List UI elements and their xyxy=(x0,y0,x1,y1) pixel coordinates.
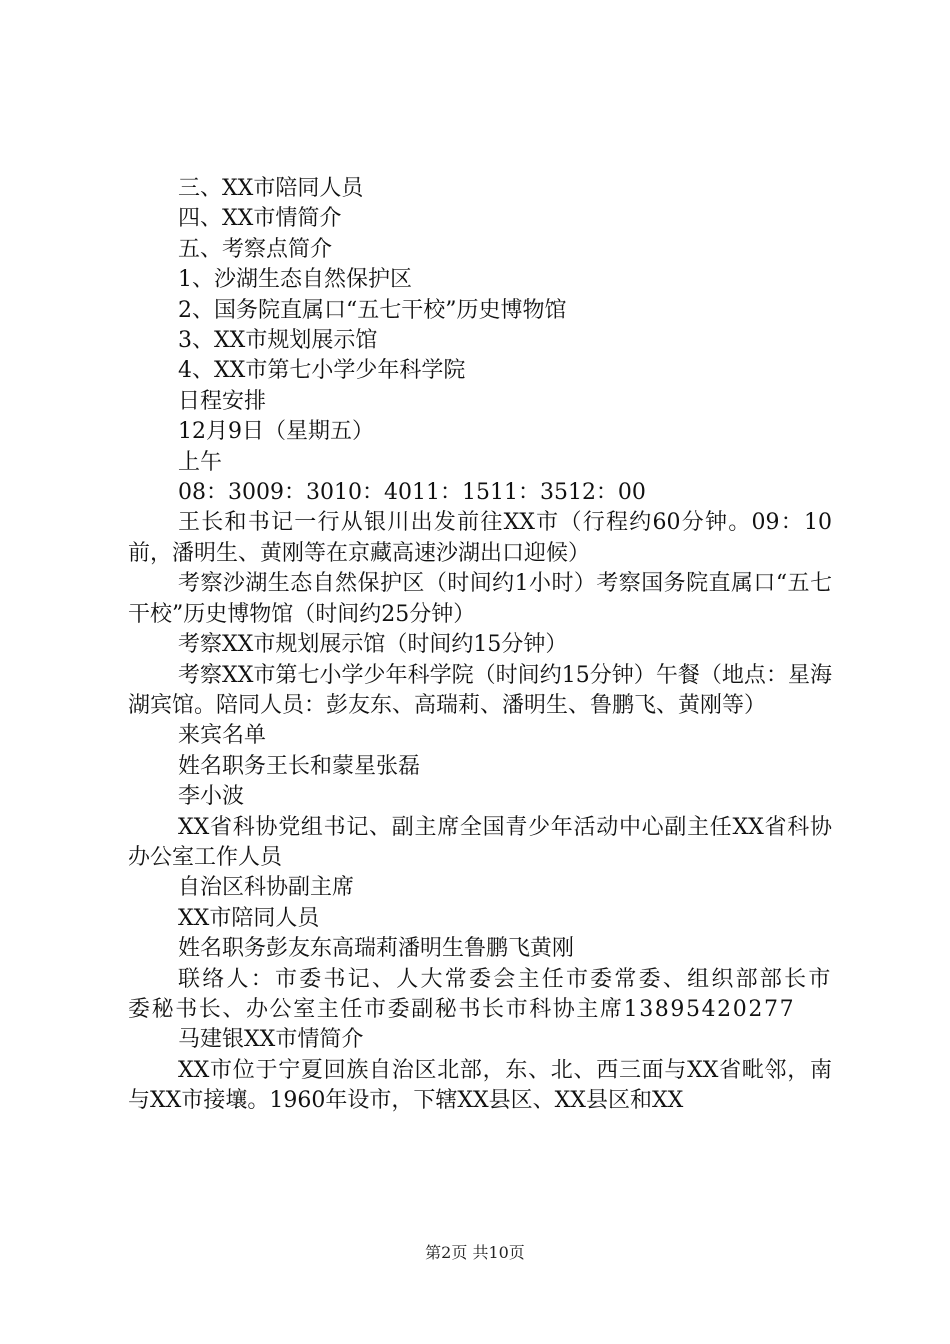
paragraph: 考察XX市规划展示馆（时间约15分钟） xyxy=(178,632,568,658)
section-heading: 日程安排 xyxy=(178,388,267,414)
text-line: 四、XX市情简介 xyxy=(178,206,342,232)
text-line: 李小波 xyxy=(178,784,245,810)
text-line: 1、沙湖生态自然保护区 xyxy=(178,267,412,293)
text-line: 五、考察点简介 xyxy=(178,236,333,262)
intro-paragraph: XX市位于宁夏回族自治区北部，东、北、西三面与XX省毗邻，南与XX市接壤。1960年设市，下辖XX县区、XX县区和XX xyxy=(128,1057,832,1114)
date-line: 12月9日（星期五） xyxy=(178,419,374,445)
contact-paragraph: 联络人：市委书记、人大常委会主任市委常委、组织部部长市委秘书长、办公室主任市委副秘书长市科协主席13895420277 xyxy=(128,966,832,1022)
paragraph: 考察XX市第七小学少年科学院（时间约15分钟）午餐（地点：星海湖宾馆。陪同人员：彭友东、高瑞莉、潘明生、鲁鹏飞、黄刚等） xyxy=(128,662,832,718)
text-line: 上午 xyxy=(178,449,223,475)
text-line: 3、XX市规划展示馆 xyxy=(178,328,378,354)
document-body xyxy=(128,174,832,1117)
text-line: 马建银XX市情简介 xyxy=(178,1027,364,1053)
text-line: 2、国务院直属口“五七干校”历史博物馆 xyxy=(178,297,567,323)
paragraph: 考察沙湖生态自然保护区（时间约1小时）考察国务院直属口“五七干校”历史博物馆（时间约25分钟） xyxy=(128,571,832,627)
text-line: 姓名职务彭友东高瑞莉潘明生鲁鹏飞黄刚 xyxy=(178,936,575,962)
paragraph: XX省科协党组书记、副主席全国青少年活动中心副主任XX省科协办公室工作人员 xyxy=(128,814,832,870)
paragraph: 王长和书记一行从银川出发前往XX市（行程约60分钟。09：10前，潘明生、黄刚等在京藏高速沙湖出口迎候） xyxy=(128,510,832,566)
text-line: 三、XX市陪同人员 xyxy=(178,176,364,201)
time-line: 08：3009：3010：4011：1511：3512：00 xyxy=(178,480,646,506)
section-heading: XX市陪同人员 xyxy=(178,905,320,931)
text-line: 4、XX市第七小学少年科学院 xyxy=(178,358,466,384)
text-line: 姓名职务王长和蒙星张磊 xyxy=(178,753,421,779)
section-heading: 来宾名单 xyxy=(178,723,267,749)
page-footer: 第2页 共10页 xyxy=(425,1243,525,1262)
text-line: 自治区科协副主席 xyxy=(178,875,355,901)
